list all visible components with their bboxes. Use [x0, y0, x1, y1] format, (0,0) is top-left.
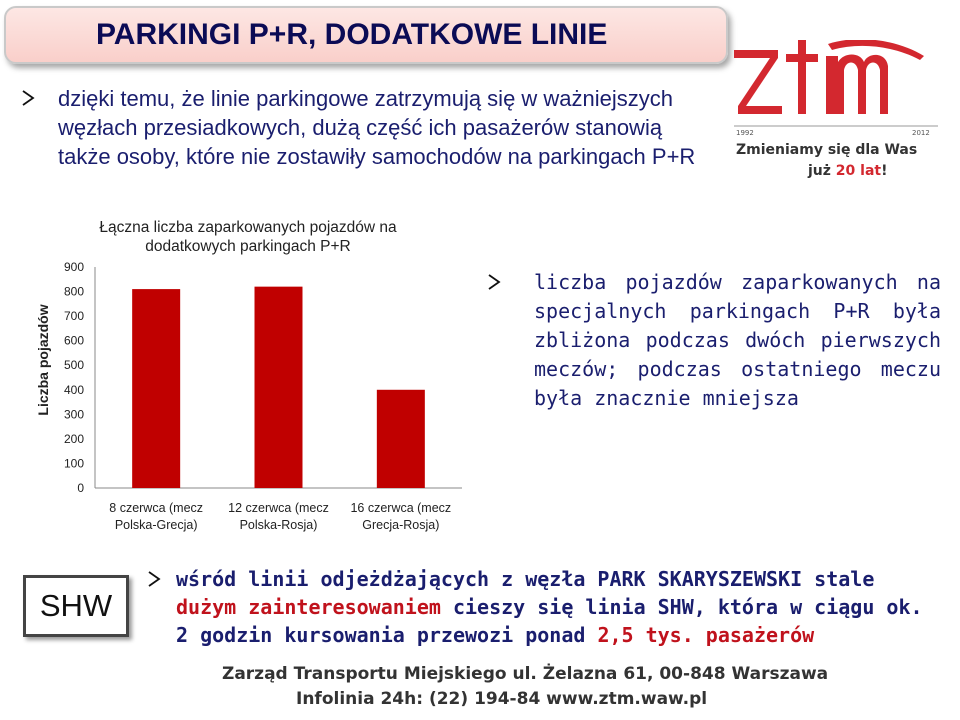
- bullet-shw-line: [146, 565, 946, 649]
- y-tick-label: 300: [63, 407, 84, 422]
- bullet-intro: [20, 84, 720, 171]
- chart-title-line-1: Łączna liczba zaparkowanych pojazdów na: [99, 219, 397, 236]
- logo-year-end: 2012: [912, 129, 930, 137]
- arrow-bullet-icon: [486, 274, 502, 290]
- footer-contact: Infolinia 24h: (22) 194-84 www.ztm.waw.pl: [296, 689, 708, 709]
- bullet-intro-text: dzięki temu, że linie parkingowe zatrzymują się w ważniejszych węzłach przesiadkowych, dużą część ich pasażerów stanowią także osoby, które nie zostawiły samochodów na parkingach P+R: [58, 86, 696, 169]
- y-tick-label: 700: [63, 309, 84, 324]
- highlight-passengers: 2,5 tys. pasażerów: [597, 623, 815, 647]
- chart-bar: [377, 390, 425, 488]
- x-category-label: Polska-Grecja): [114, 518, 198, 532]
- bullet-shw-line-text: wśród linii odjeżdżających z węzła PARK SKARYSZEWSKI stale dużym zainteresowaniem cieszy się linia SHW, która w ciągu ok. 2 godzin kursowania przewozi ponad 2,5 tys. pasażerów: [176, 567, 923, 647]
- footer-address: Zarząd Transportu Miejskiego ul. Żelazna 61, 00-848 Warszawa: [222, 664, 829, 684]
- x-category-label: Grecja-Rosja): [362, 518, 440, 532]
- page-title: PARKINGI P+R, DODATKOWE LINIE: [96, 18, 608, 51]
- highlight-interest: dużym zainteresowaniem: [176, 595, 441, 619]
- parking-bar-chart: [0, 200, 470, 540]
- arrow-bullet-icon: [20, 90, 36, 106]
- chart-y-axis-label: Liczba pojazdów: [35, 304, 51, 416]
- arrow-bullet-icon: [146, 571, 162, 587]
- shw-line-badge: SHW: [23, 575, 129, 637]
- y-tick-label: 200: [63, 431, 84, 446]
- y-tick-label: 100: [63, 456, 84, 471]
- logo-year-start: 1992: [736, 129, 754, 137]
- bullet-parking-note-text: liczba pojazdów zaparkowanych na specjalnych parkingach P+R była zbliżona podczas dwóch pierwszych meczów; podczas ostatniego meczu była znacznie mniejsza: [534, 270, 941, 410]
- chart-bar: [132, 289, 180, 488]
- logo-tagline: Zmieniamy się dla Was: [736, 142, 918, 158]
- chart-title-line-2: dodatkowych parkingach P+R: [145, 238, 351, 255]
- logo-tagline-highlight: 20 lat: [835, 163, 882, 179]
- x-category-label: 12 czerwca (mecz: [228, 501, 329, 515]
- x-category-label: Polska-Rosja): [239, 518, 318, 532]
- x-category-label: 8 czerwca (mecz: [109, 501, 204, 515]
- y-tick-label: 600: [63, 333, 84, 348]
- y-tick-label: 900: [63, 260, 84, 274]
- y-tick-label: 500: [63, 358, 84, 373]
- chart-bar: [255, 287, 303, 488]
- y-tick-label: 0: [77, 481, 84, 495]
- bullet-parking-note: [486, 268, 941, 413]
- x-category-label: 16 czerwca (mecz: [350, 501, 452, 515]
- y-tick-label: 400: [63, 382, 84, 397]
- y-tick-label: 800: [63, 284, 84, 299]
- logo-tagline-2: już 20 lat!: [808, 163, 888, 179]
